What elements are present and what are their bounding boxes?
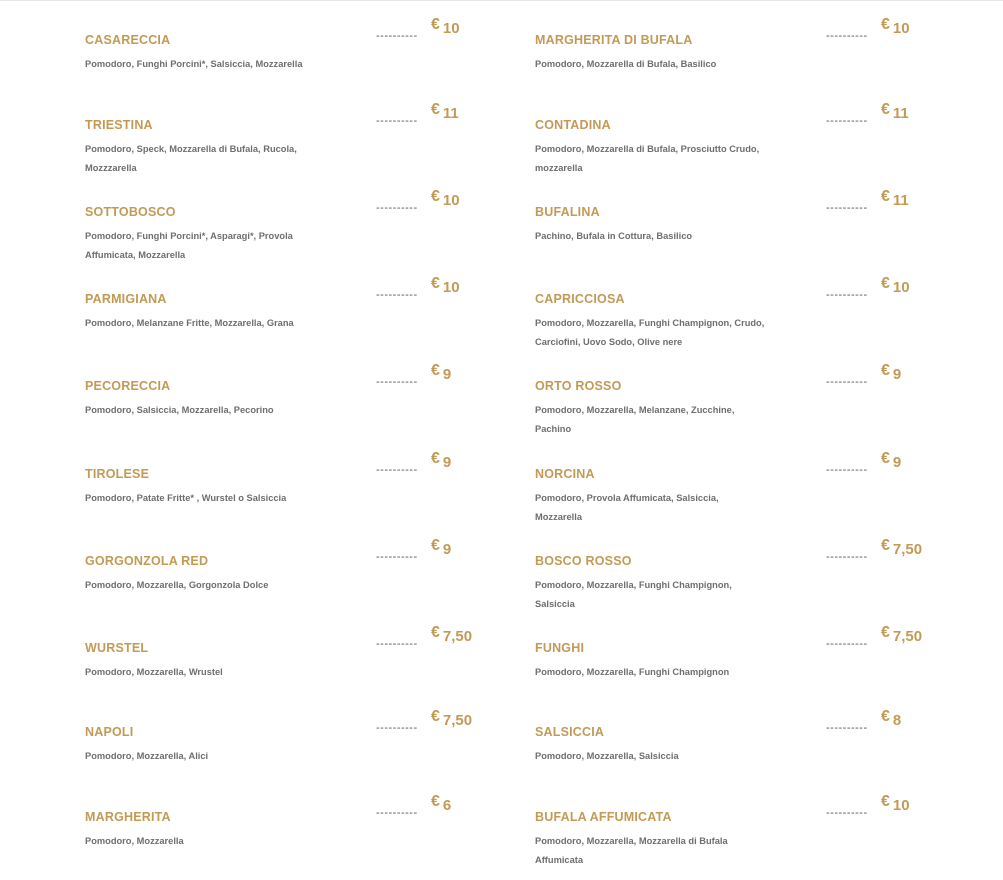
dotted-leader: ---------- — [376, 807, 418, 819]
dotted-leader: ---------- — [826, 115, 868, 127]
item-description: Pomodoro, Mozzarella, Alici — [85, 751, 209, 761]
item-description: Pomodoro, Mozzarella di Bufala, Prosciutto Crudo, mozzarella — [535, 144, 760, 173]
dotted-leader: ---------- — [826, 807, 868, 819]
menu-item — [85, 450, 535, 537]
euro-symbol: € — [431, 793, 440, 810]
item-description: Pomodoro, Mozzarella, Funghi Champignon, Crudo, Carciofini, Uovo Sodo, Olive nere — [535, 318, 765, 347]
item-description: Pomodoro, Speck, Mozzarella di Bufala, Rucola, Mozzzarella — [85, 144, 297, 173]
price-amount: 9 — [442, 454, 452, 471]
menu-item — [535, 16, 985, 103]
item-name: NORCINA — [535, 467, 595, 481]
dotted-leader: ---------- — [826, 202, 868, 214]
euro-symbol: € — [881, 275, 890, 292]
menu-item — [535, 450, 985, 537]
menu-item — [85, 275, 535, 362]
item-name: NAPOLI — [85, 725, 134, 739]
price-amount: 7,50 — [892, 541, 923, 558]
item-name: FUNGHI — [535, 641, 585, 655]
price-amount: 10 — [442, 279, 460, 296]
item-description: Pomodoro, Salsiccia, Mozzarella, Pecorino — [85, 405, 274, 415]
item-price — [881, 362, 902, 383]
price-amount: 7,50 — [892, 628, 923, 645]
price-amount: 9 — [892, 366, 902, 383]
euro-symbol: € — [431, 708, 440, 725]
item-name: CAPRICCIOSA — [535, 292, 625, 306]
item-price — [431, 362, 452, 383]
item-description: Pomodoro, Funghi Porcini*, Asparagi*, Provola Affumicata, Mozzarella — [85, 231, 293, 260]
top-divider — [0, 0, 1003, 1]
menu-item — [535, 624, 985, 711]
item-name: SALSICCIA — [535, 725, 605, 739]
item-price — [881, 793, 910, 814]
item-price — [431, 16, 460, 37]
price-amount: 8 — [892, 712, 902, 729]
item-name: MARGHERITA DI BUFALA — [535, 33, 693, 47]
dotted-leader: ---------- — [826, 289, 868, 301]
euro-symbol: € — [881, 16, 890, 33]
item-name: BOSCO ROSSO — [535, 554, 632, 568]
euro-symbol: € — [881, 450, 890, 467]
dotted-leader: ---------- — [376, 115, 418, 127]
euro-symbol: € — [431, 275, 440, 292]
item-price — [431, 275, 460, 296]
euro-symbol: € — [431, 16, 440, 33]
dotted-leader: ---------- — [376, 376, 418, 388]
dotted-leader: ---------- — [376, 202, 418, 214]
menu-item — [535, 188, 985, 275]
price-amount: 11 — [892, 192, 909, 209]
item-price — [431, 101, 459, 122]
dotted-leader: ---------- — [376, 638, 418, 650]
dotted-leader: ---------- — [826, 464, 868, 476]
price-amount: 10 — [442, 20, 460, 37]
item-price — [881, 450, 902, 471]
euro-symbol: € — [881, 624, 890, 641]
item-price — [431, 793, 452, 814]
price-amount: 6 — [442, 797, 452, 814]
menu-item — [535, 275, 985, 362]
item-name: BUFALA AFFUMICATA — [535, 810, 672, 824]
price-amount: 9 — [442, 366, 452, 383]
price-amount: 10 — [892, 279, 910, 296]
item-name: TRIESTINA — [85, 118, 153, 132]
item-name: PARMIGIANA — [85, 292, 167, 306]
euro-symbol: € — [881, 101, 890, 118]
item-description: Pomodoro, Mozzarella, Funghi Champignon, Salsiccia — [535, 580, 732, 609]
price-amount: 7,50 — [442, 712, 473, 729]
menu-item — [85, 537, 535, 624]
item-price — [431, 708, 473, 729]
dotted-leader: ---------- — [376, 551, 418, 563]
item-name: PECORECCIA — [85, 379, 171, 393]
dotted-leader: ---------- — [826, 638, 868, 650]
item-price — [881, 275, 910, 296]
item-description: Pomodoro, Mozzarella, Mozzarella di Bufala Affumicata — [535, 836, 728, 865]
menu-item — [535, 101, 985, 188]
item-price — [431, 188, 460, 209]
euro-symbol: € — [431, 624, 440, 641]
dotted-leader: ---------- — [376, 722, 418, 734]
menu-item — [535, 793, 985, 880]
price-amount: 7,50 — [442, 628, 473, 645]
euro-symbol: € — [881, 537, 890, 554]
dotted-leader: ---------- — [826, 30, 868, 42]
item-name: WURSTEL — [85, 641, 149, 655]
menu-item — [85, 624, 535, 711]
menu-item — [535, 537, 985, 624]
item-description: Pachino, Bufala in Cottura, Basilico — [535, 231, 693, 241]
euro-symbol: € — [431, 101, 440, 118]
item-name: TIROLESE — [85, 467, 150, 481]
euro-symbol: € — [881, 362, 890, 379]
menu-item — [85, 16, 535, 103]
item-name: SOTTOBOSCO — [85, 205, 176, 219]
price-amount: 10 — [892, 797, 910, 814]
euro-symbol: € — [431, 362, 440, 379]
price-amount: 11 — [442, 105, 459, 122]
price-amount: 9 — [892, 454, 902, 471]
item-price — [881, 101, 909, 122]
menu-item — [85, 793, 535, 880]
item-description: Pomodoro, Mozzarella, Wrustel — [85, 667, 223, 677]
item-price — [881, 537, 923, 558]
euro-symbol: € — [431, 537, 440, 554]
item-name: GORGONZOLA RED — [85, 554, 209, 568]
euro-symbol: € — [881, 708, 890, 725]
item-name: ORTO ROSSO — [535, 379, 622, 393]
item-price — [431, 450, 452, 471]
item-description: Pomodoro, Patate Fritte* , Wurstel o Salsiccia — [85, 493, 287, 503]
item-description: Pomodoro, Mozzarella, Melanzane, Zucchine, Pachino — [535, 405, 735, 434]
item-description: Pomodoro, Mozzarella, Gorgonzola Dolce — [85, 580, 269, 590]
dotted-leader: ---------- — [376, 289, 418, 301]
item-description: Pomodoro, Mozzarella, Salsiccia — [535, 751, 679, 761]
price-amount: 10 — [442, 192, 460, 209]
euro-symbol: € — [881, 188, 890, 205]
item-name: MARGHERITA — [85, 810, 171, 824]
euro-symbol: € — [881, 793, 890, 810]
euro-symbol: € — [431, 450, 440, 467]
price-amount: 11 — [892, 105, 909, 122]
item-name: CONTADINA — [535, 118, 611, 132]
dotted-leader: ---------- — [826, 551, 868, 563]
dotted-leader: ---------- — [376, 464, 418, 476]
item-description: Pomodoro, Melanzane Fritte, Mozzarella, Grana — [85, 318, 294, 328]
menu-item — [535, 708, 985, 795]
item-description: Pomodoro, Mozzarella di Bufala, Basilico — [535, 59, 717, 69]
item-name: BUFALINA — [535, 205, 600, 219]
menu-item — [85, 188, 535, 275]
item-price — [431, 624, 473, 645]
item-price — [881, 624, 923, 645]
dotted-leader: ---------- — [826, 722, 868, 734]
item-description: Pomodoro, Mozzarella, Funghi Champignon — [535, 667, 730, 677]
item-name: CASARECCIA — [85, 33, 171, 47]
dotted-leader: ---------- — [826, 376, 868, 388]
item-price — [881, 188, 909, 209]
item-description: Pomodoro, Mozzarella — [85, 836, 184, 846]
price-amount: 9 — [442, 541, 452, 558]
item-description: Pomodoro, Funghi Porcini*, Salsiccia, Mozzarella — [85, 59, 303, 69]
dotted-leader: ---------- — [376, 30, 418, 42]
price-amount: 10 — [892, 20, 910, 37]
item-price — [881, 16, 910, 37]
item-price — [881, 708, 902, 729]
menu-item — [85, 708, 535, 795]
menu-item — [85, 101, 535, 188]
menu-item — [535, 362, 985, 449]
euro-symbol: € — [431, 188, 440, 205]
item-price — [431, 537, 452, 558]
menu-item — [85, 362, 535, 449]
item-description: Pomodoro, Provola Affumicata, Salsiccia, Mozzarella — [535, 493, 719, 522]
